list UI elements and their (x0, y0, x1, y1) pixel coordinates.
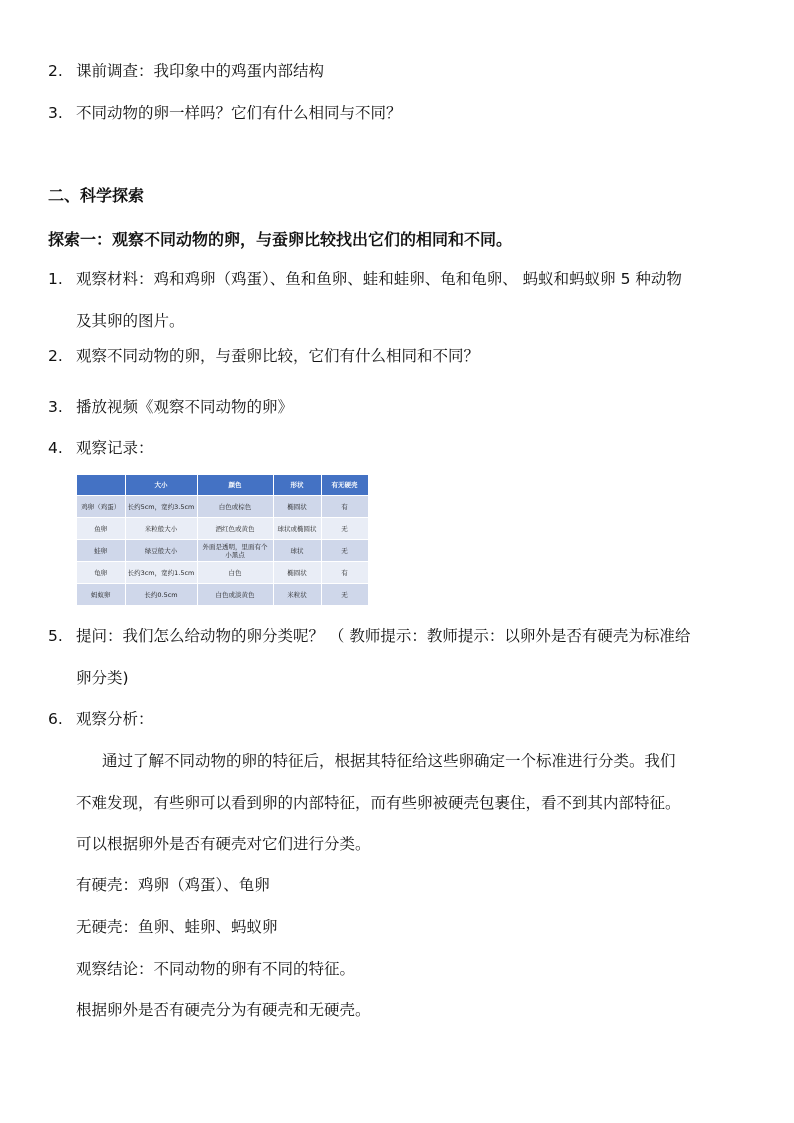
table-header (77, 475, 125, 496)
table-cell: 无 (321, 518, 368, 540)
table-cell: 有 (321, 496, 368, 518)
list-text: 观察分析： (76, 710, 154, 728)
conclusion-line: 观察结论：不同动物的卵有不同的特征。 (76, 960, 356, 978)
table-header-row (77, 475, 368, 496)
table-cell: 椭圆状 (273, 496, 321, 518)
table-cell: 绿豆般大小 (125, 540, 197, 562)
analysis-paragraph: 可以根据卵外是否有硬壳对它们进行分类。 (76, 835, 371, 853)
explore-title: 探索一：观察不同动物的卵，与蚕卵比较找出它们的相同和不同。 (48, 230, 513, 249)
table-cell: 无 (321, 540, 368, 562)
table-cell: 蛙卵 (77, 540, 125, 562)
table-cell: 长约0.5cm (125, 584, 197, 606)
list-text: 观察材料：鸡和鸡卵（鸡蛋）、鱼和鱼卵、蛙和蛙卵、龟和龟卵、 蚂蚁和蚂蚁卵 5 种动物 (76, 270, 682, 288)
table-cell: 外面是透明，里面有个小黑点 (197, 540, 273, 562)
list-text-continued: 卵分类) (76, 669, 129, 687)
table-cell: 白色或棕色 (197, 496, 273, 518)
table-cell: 无 (321, 584, 368, 606)
table-row (77, 496, 368, 518)
table-header: 形状 (273, 475, 321, 496)
table-cell: 酒红色或黄色 (197, 518, 273, 540)
analysis-paragraph: 不难发现，有些卵可以看到卵的内部特征，而有些卵被硬壳包裹住，看不到其内部特征。 (76, 794, 681, 812)
table-cell: 球状或椭圆状 (273, 518, 321, 540)
soft-shell-line: 无硬壳：鱼卵、蛙卵、蚂蚁卵 (76, 918, 278, 936)
table-cell: 长约3cm，宽约1.5cm (125, 562, 197, 584)
list-number: 1. (48, 270, 63, 288)
list-number: 3. (48, 104, 63, 122)
table-cell: 米粒般大小 (125, 518, 197, 540)
table-cell: 龟卵 (77, 562, 125, 584)
list-number: 4. (48, 439, 63, 457)
observation-table (77, 475, 369, 605)
table-header: 颜色 (197, 475, 273, 496)
list-number: 2. (48, 62, 63, 80)
list-number: 5. (48, 627, 63, 645)
list-number: 6. (48, 710, 63, 728)
table-row (77, 562, 368, 584)
table-cell: 白色或淡黄色 (197, 584, 273, 606)
table-cell: 球状 (273, 540, 321, 562)
table-row (77, 540, 368, 562)
list-text-continued: 及其卵的图片。 (76, 312, 185, 330)
table-row (77, 518, 368, 540)
table-cell: 有 (321, 562, 368, 584)
final-line: 根据卵外是否有硬壳分为有硬壳和无硬壳。 (76, 1001, 371, 1019)
list-text: 提问：我们怎么给动物的卵分类呢？ （ 教师提示：教师提示：以卵外是否有硬壳为标准给 (76, 627, 691, 645)
table-cell: 鸡卵（鸡蛋） (77, 496, 125, 518)
list-text: 观察不同动物的卵，与蚕卵比较，它们有什么相同和不同？ (76, 347, 480, 365)
list-number: 2. (48, 347, 63, 365)
table-cell: 蚂蚁卵 (77, 584, 125, 606)
table-cell: 鱼卵 (77, 518, 125, 540)
analysis-paragraph: 通过了解不同动物的卵的特征后，根据其特征给这些卵确定一个标准进行分类。我们 (102, 752, 676, 770)
table-cell: 椭圆状 (273, 562, 321, 584)
list-text: 播放视频《观察不同动物的卵》 (76, 398, 294, 416)
table-row (77, 584, 368, 606)
table-header: 大小 (125, 475, 197, 496)
table-cell: 白色 (197, 562, 273, 584)
table-cell: 长约5cm，宽约3.5cm (125, 496, 197, 518)
list-text: 课前调查：我印象中的鸡蛋内部结构 (76, 62, 325, 80)
hard-shell-line: 有硬壳：鸡卵（鸡蛋）、龟卵 (76, 876, 270, 894)
table-header: 有无硬壳 (321, 475, 368, 496)
section-title: 二、科学探索 (48, 186, 145, 205)
list-text: 不同动物的卵一样吗？它们有什么相同与不同？ (76, 104, 402, 122)
list-text: 观察记录： (76, 439, 154, 457)
table-cell: 米粒状 (273, 584, 321, 606)
list-number: 3. (48, 398, 63, 416)
